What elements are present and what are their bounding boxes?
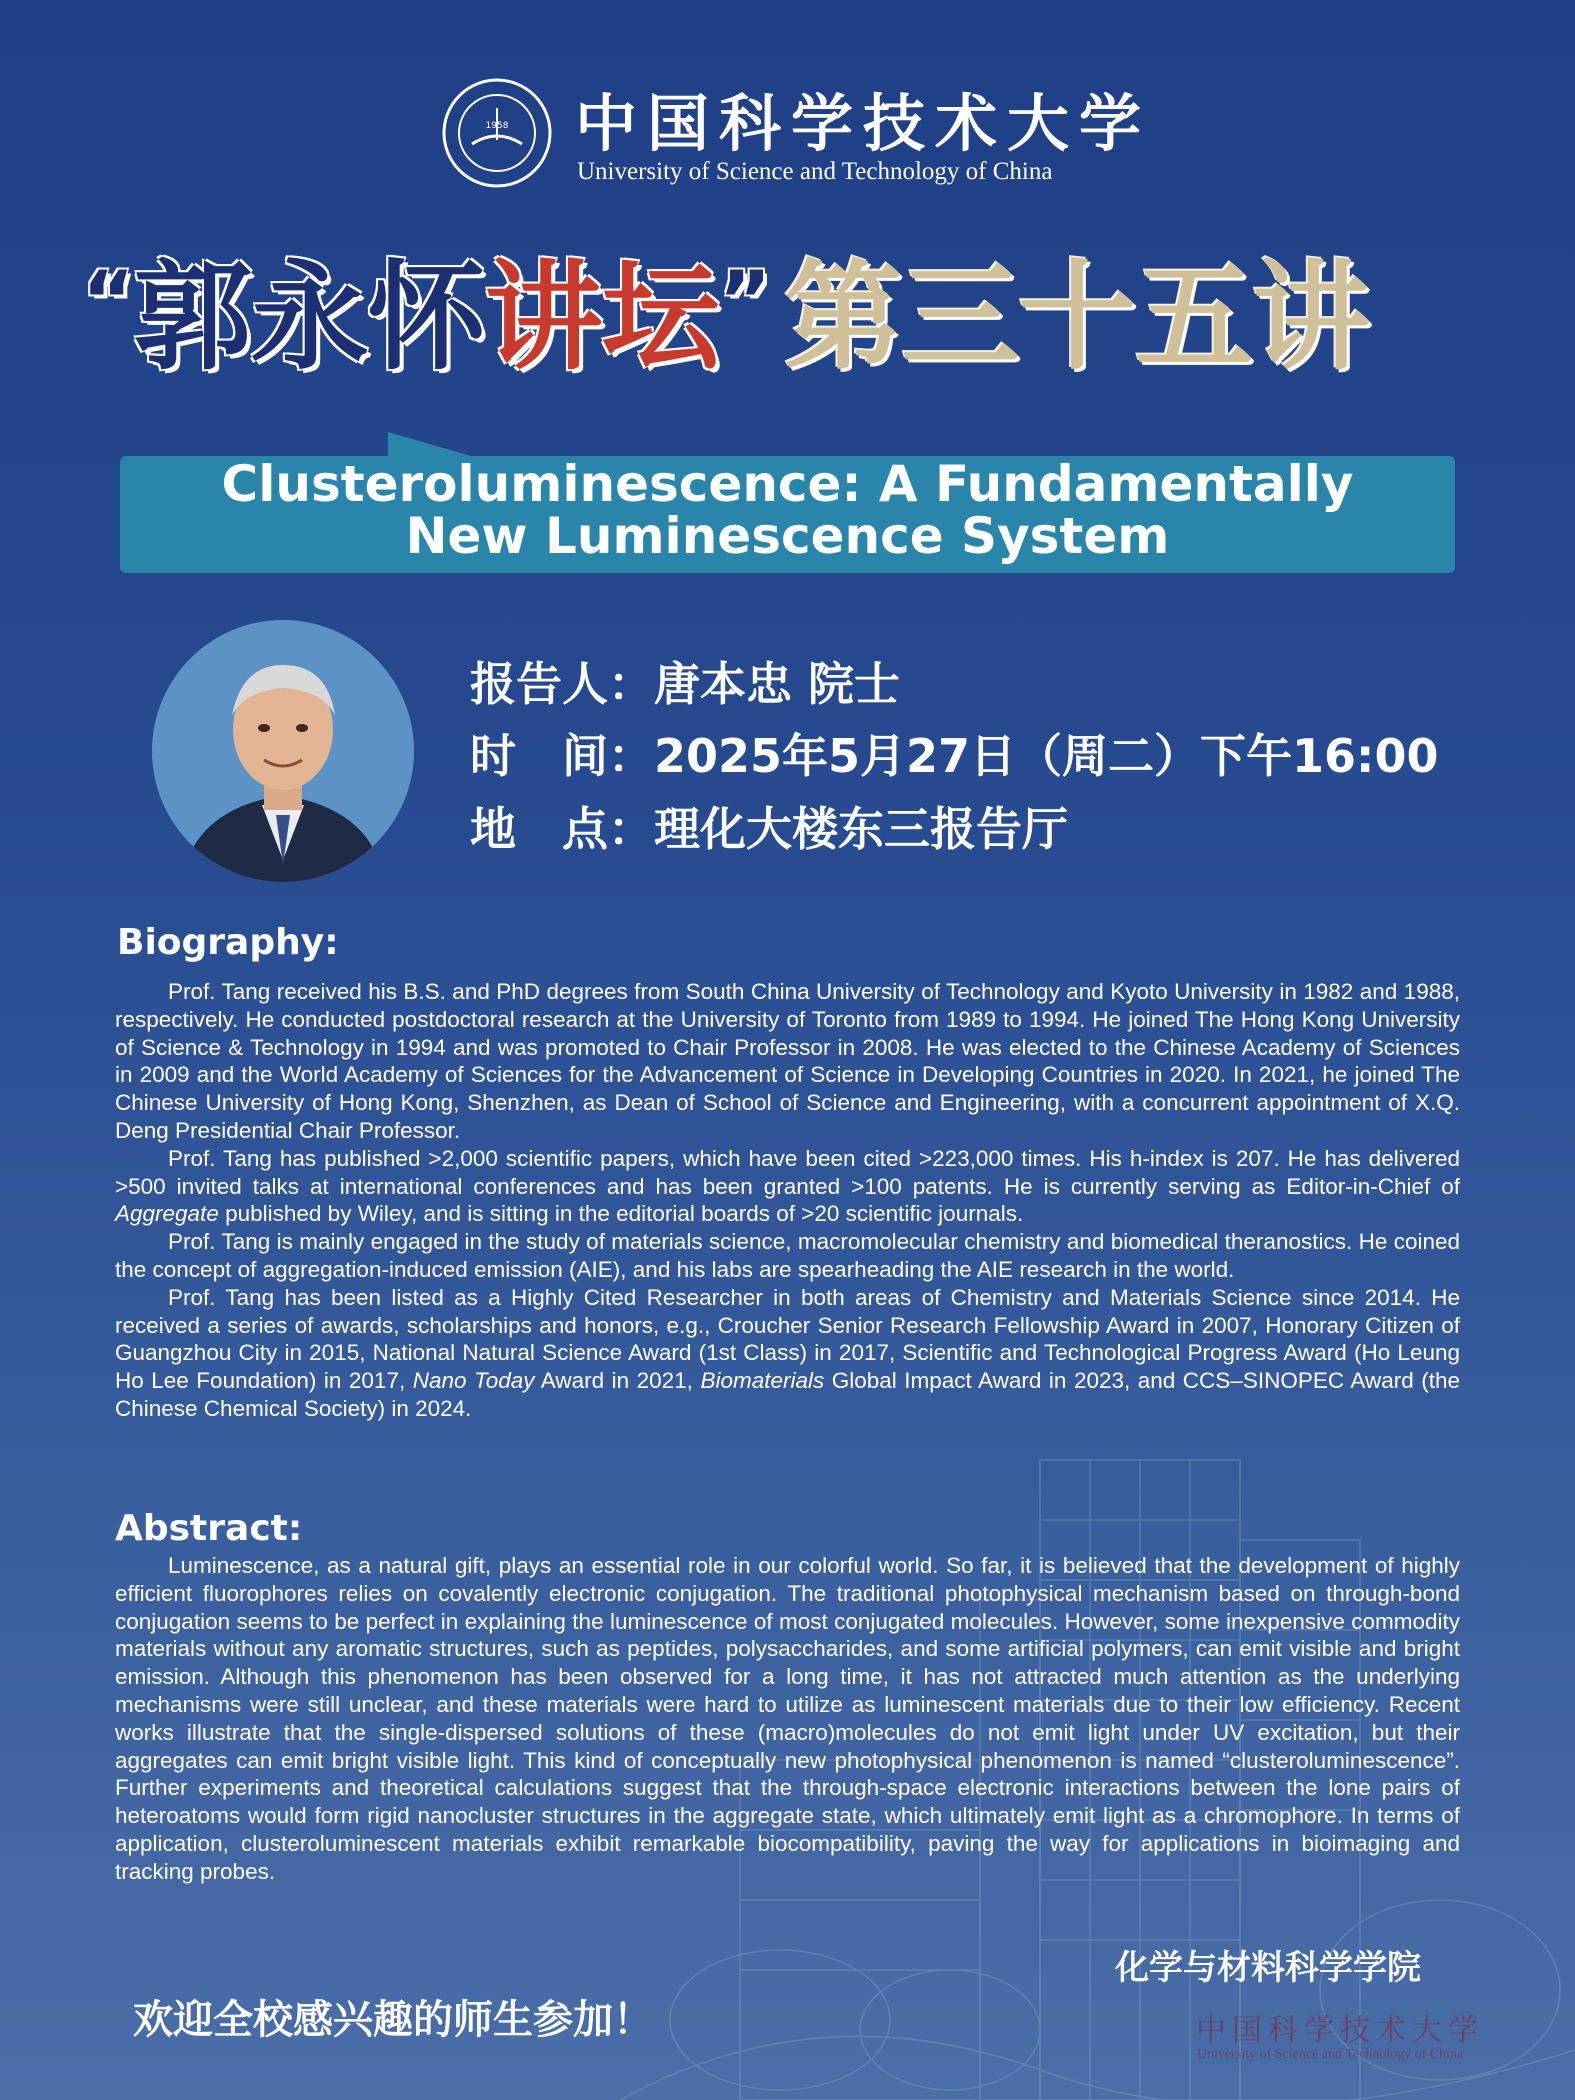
lecture-series-title — [82, 248, 1370, 386]
time-row — [470, 720, 1438, 786]
abstract-text — [115, 1552, 1460, 1886]
speaker-label: 报告人： — [470, 657, 654, 711]
university-name-chinese: 中国科学技术大学 — [575, 87, 1152, 160]
speaker-photo-illustration — [152, 620, 414, 882]
university-watermark-english: University of Science and Technology of China — [1197, 2047, 1464, 2062]
journal-name: Aggregate — [115, 1201, 219, 1227]
speaker-row — [470, 648, 900, 714]
forum-name: 郭永怀 — [133, 248, 485, 386]
journal-name: Biomaterials — [700, 1368, 825, 1394]
abstract-heading: Abstract: — [115, 1508, 303, 1549]
biography-text-span: Award in 2021, — [534, 1368, 701, 1394]
lecture-number: 第三十五讲 — [784, 248, 1370, 386]
speaker-portrait — [152, 620, 414, 882]
biography-paragraph — [115, 1145, 1460, 1228]
biography-paragraph: Prof. Tang is mainly engaged in the study of materials science, macromolecular chemistry and biomedical theranostics. He coined the concept of aggregation-induced emission (AIE), and his labs are spearheading the AIE research in the world. — [115, 1229, 1460, 1282]
open-quote: “ — [82, 254, 134, 347]
svg-text:1958: 1958 — [485, 121, 509, 131]
talk-title — [120, 455, 1455, 565]
time-value: 2025年5月27日（周二）下午16:00 — [654, 729, 1439, 783]
biography-text — [115, 978, 1460, 1423]
biography-text-span: published by Wiley, and is sitting in the editorial boards of >20 scientific journals. — [218, 1201, 1024, 1227]
ustc-seal-logo — [442, 78, 552, 188]
talk-title-line-2: New Luminescence System — [405, 507, 1170, 565]
biography-heading: Biography: — [117, 922, 339, 963]
journal-name: Nano Today — [412, 1368, 535, 1394]
forum-name-char-2: 坛 — [601, 248, 719, 386]
place-label: 地 点： — [470, 802, 654, 856]
university-name-english: University of Science and Technology of China — [577, 158, 1053, 185]
biography-text-span: Prof. Tang has been listed as a Highly Cited Researcher in both areas of Chemistry and Materials Science since 2014. He received a series of awards, scholarships and honors, e.g., Croucher Senior Research Fellowship Award in 2007, Honorary Citizen of Guangzhou City in 2015, National Natural Science Award (1st Class) in 2017, Scientific and Technological Progress Award (Ho Leung Ho Lee Foundation) in 2017, — [115, 1284, 1460, 1394]
biography-text-span: Global Impact Award in 2023, and CCS–SINOPEC Award (the Chinese Chemical Society) in 2024. — [115, 1368, 1460, 1421]
speaker-name: 唐本忠 院士 — [654, 657, 901, 711]
biography-text-span: Prof. Tang has published >2,000 scientific papers, which have been cited >223,000 times. His h-index is 207. He has delivered >500 invited talks at international conferences and has been granted >100 patents. He is currently serving as Editor-in-Chief of — [115, 1145, 1460, 1199]
university-watermark-chinese: 中国科学技术大学 — [1196, 2013, 1484, 2048]
welcome-message: 欢迎全校感兴趣的师生参加！ — [133, 1997, 653, 2043]
biography-paragraph: Prof. Tang received his B.S. and PhD degrees from South China University of Technology and Kyoto University in 1982 and 1988, respectively. He conducted postdoctoral research at the University of Toronto from 1989 to 1994. He joined The Hong Kong University of Science & Technology in 1994 and was promoted to Chair Professor in 2008. He was elected to the Chinese Academy of Sciences in 2009 and the World Academy of Sciences for the Advancement of Science in Developing Countries in 2020. In 2021, he joined The Chinese University of Hong Kong, Shenzhen, as Dean of School of Science and Engineering, with a concurrent appointment of X.Q. Deng Presidential Chair Professor. — [115, 979, 1460, 1143]
talk-title-line-1: Clusteroluminescence: A Fundamentally — [221, 455, 1354, 513]
place-value: 理化大楼东三报告厅 — [654, 802, 1068, 856]
biography-paragraph — [115, 1284, 1460, 1423]
time-label: 时 间： — [470, 729, 654, 783]
place-row — [470, 793, 1068, 859]
forum-name-char-1: 讲 — [484, 248, 602, 386]
host-college: 化学与材料科学学院 — [1115, 1948, 1421, 1988]
abstract-paragraph: Luminescence, as a natural gift, plays an essential role in our colorful world. So far, it is believed that the development of highly efficient fluorophores relies on covalently electronic conjugation. The traditional photophysical mechanism based on through-bond conjugation seems to be perfect in explaining the luminescence of most conjugated molecules. However, some inexpensive commodity materials without any aromatic structures, such as peptides, polysaccharides, and some artificial polymers, can emit visible and bright emission. Although this phenomenon has been observed for a long time, it has not attracted much attention as the underlying mechanisms were still unclear, and these materials were hard to utilize as luminescent materials due to their low efficiency. Recent works illustrate that the single-dispersed solutions of these (macro)molecules do not emit light under UV excitation, but their aggregates can emit bright visible light. This kind of conceptually new photophysical phenomenon is named “clusteroluminescence”. Further experiments and theoretical calculations suggest that the through-space electronic interactions between the lone pairs of heteroatoms would form rigid nanocluster structures in the aggregate state, which ultimately emit light as a chromophore. In terms of application, clusteroluminescent materials exhibit remarkable biocompatibility, paving the way for applications in bioimaging and tracking probes. — [115, 1553, 1460, 1884]
close-quote: ” — [718, 254, 771, 347]
